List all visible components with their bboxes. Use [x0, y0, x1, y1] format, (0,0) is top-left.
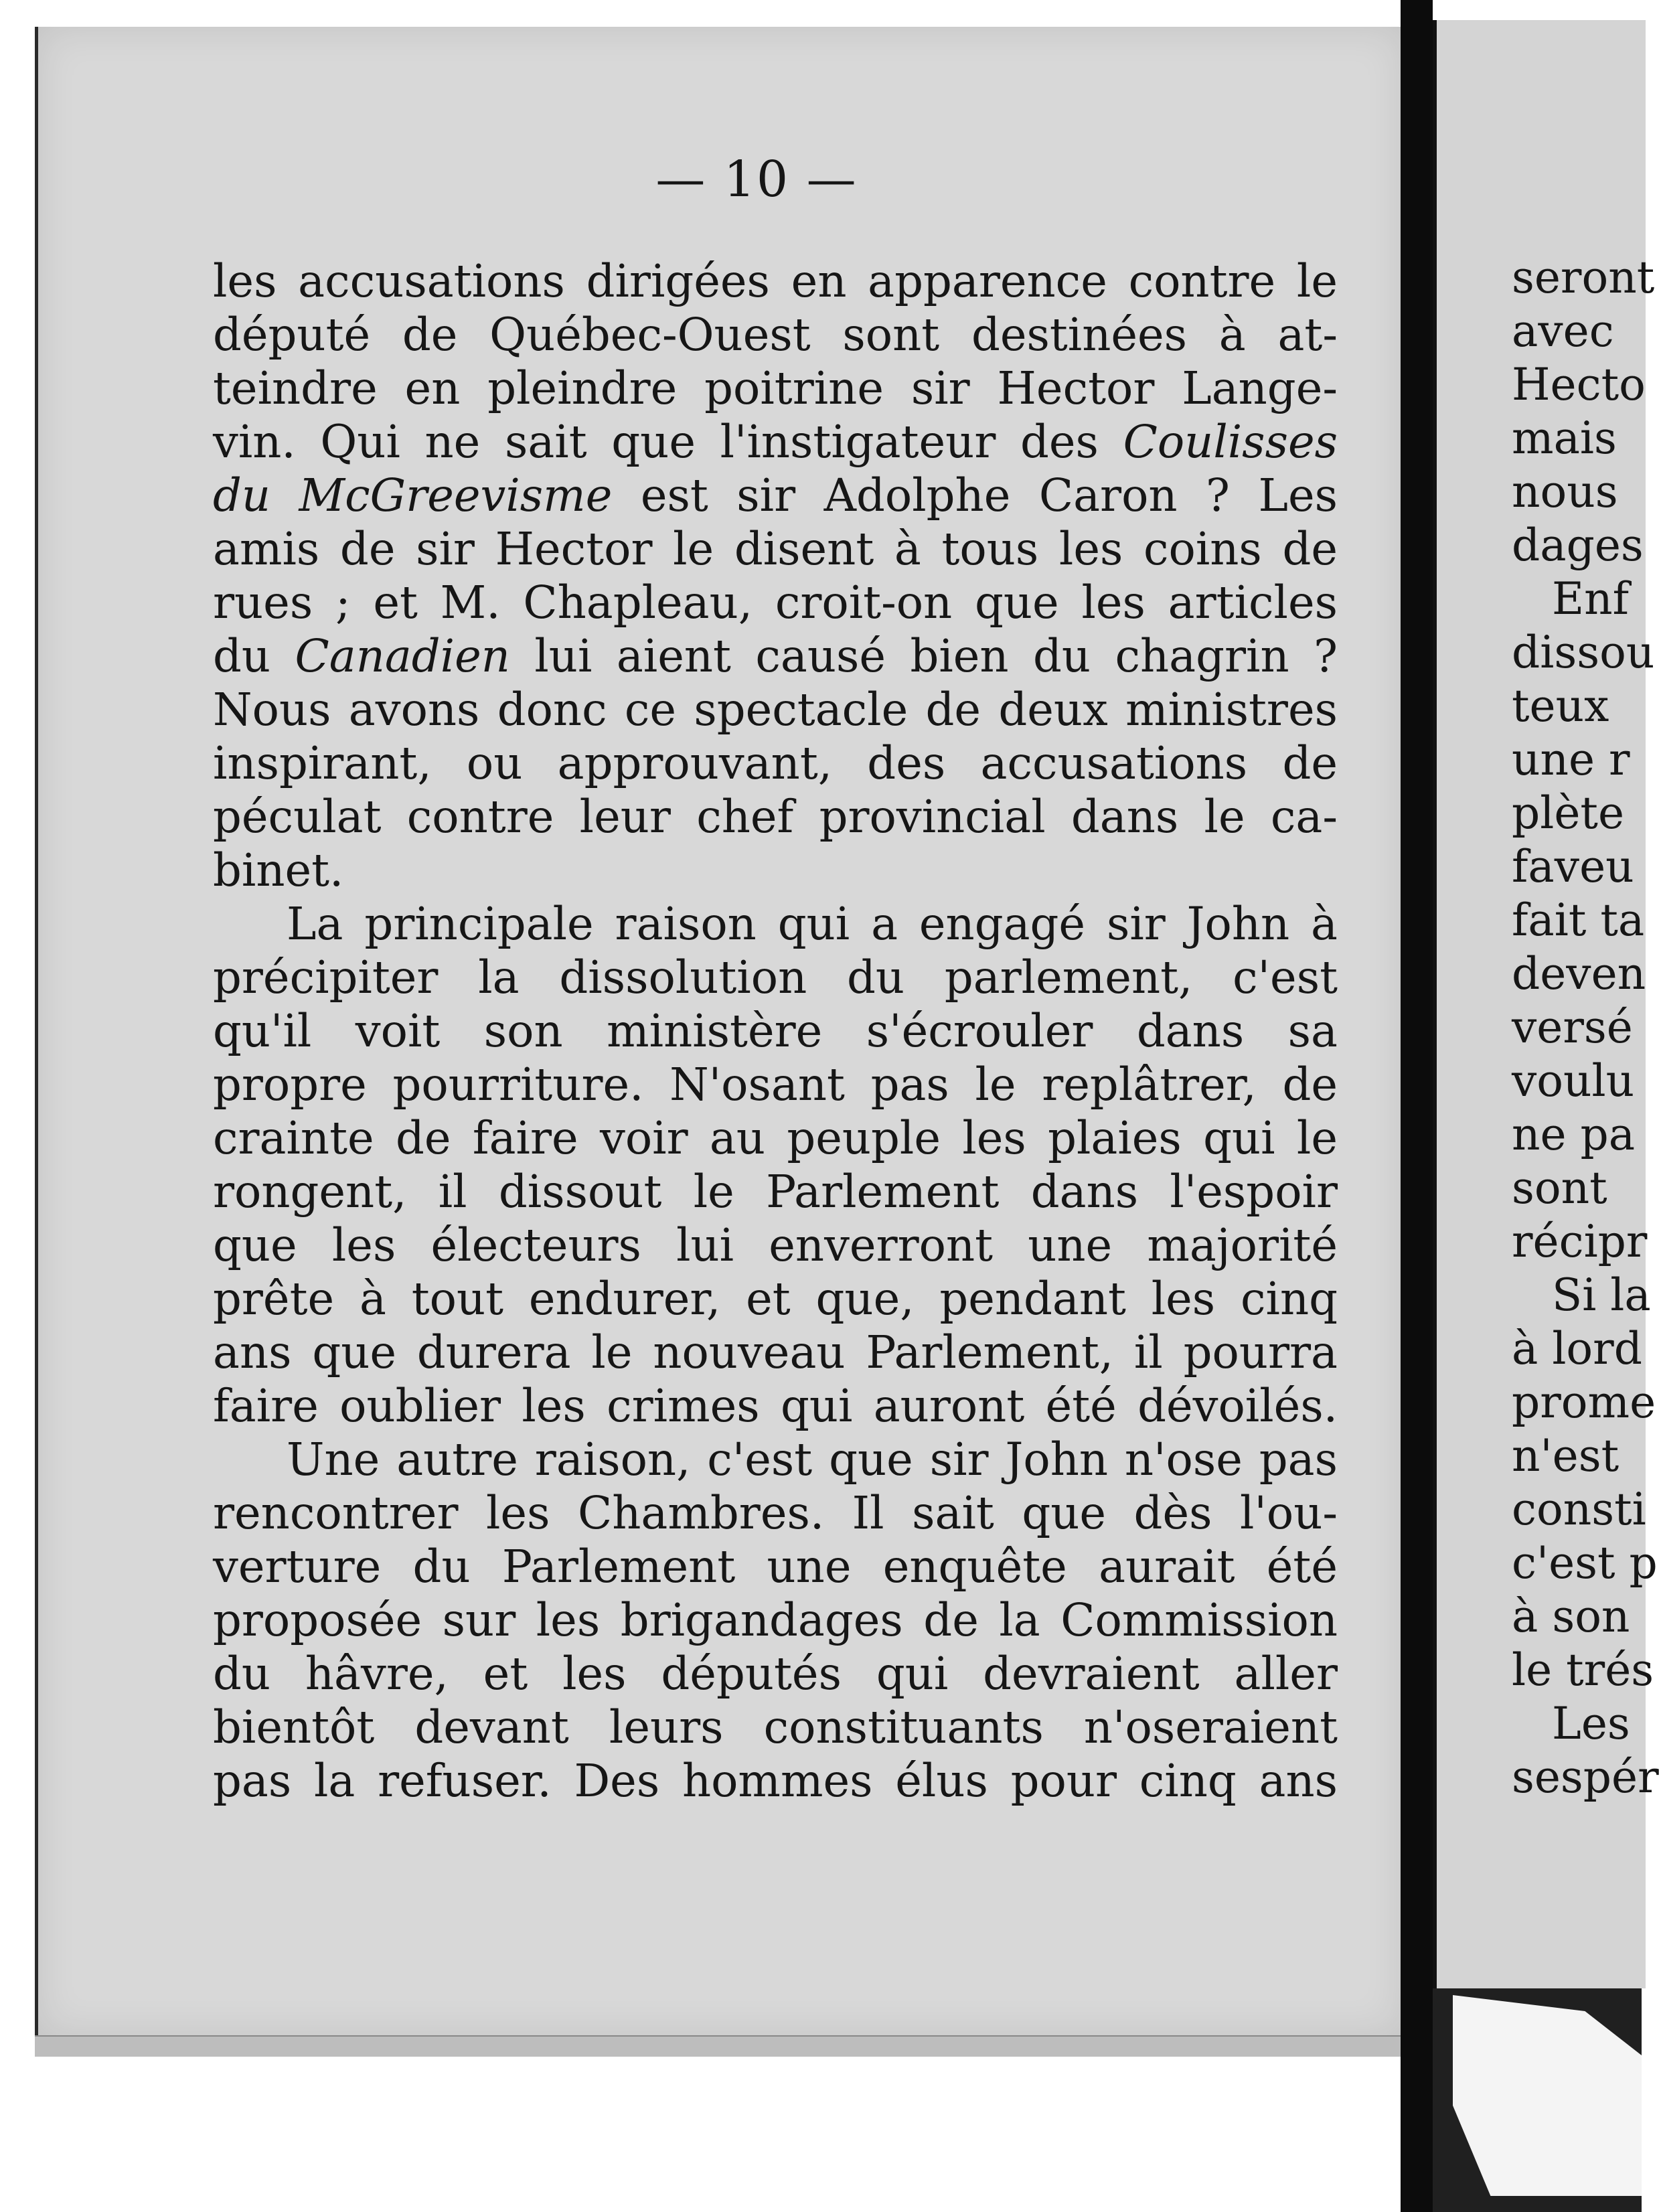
text-line: [213, 1647, 1338, 1701]
text-line: [213, 415, 1338, 469]
text-line: [213, 1111, 1338, 1165]
line-text: pas la refuser. Des hommes élus pour cinq ans: [213, 1755, 1338, 1807]
line-text: du: [213, 630, 295, 682]
line-text: est sir Adolphe Caron ? Les: [612, 469, 1338, 522]
line-text: amis de sir Hector le disent à tous les coins de: [213, 523, 1338, 575]
text-line: [213, 1486, 1338, 1540]
right-text-fragment: prome: [1512, 1376, 1656, 1428]
right-text-fragment: dissou: [1512, 627, 1655, 678]
right-text-fragment: versé: [1512, 1002, 1633, 1053]
right-text-fragment: à lord: [1512, 1323, 1642, 1374]
right-text-fragment: seront: [1512, 252, 1655, 303]
book-gutter: [1401, 0, 1433, 2212]
text-line: [213, 469, 1338, 522]
line-text: Nous avons donc ce spectacle de deux ministres: [213, 684, 1338, 736]
line-text: député de Québec-Ouest sont destinées à at-: [213, 309, 1338, 361]
text-line: [213, 844, 1338, 897]
text-line: [213, 362, 1338, 415]
line-text: crainte de faire voir au peuple les plaies qui le: [213, 1112, 1338, 1164]
italic-title: du McGreevisme: [213, 469, 613, 522]
right-text-fragment: Les: [1552, 1698, 1630, 1749]
right-text-fragment: sespér: [1512, 1751, 1659, 1803]
text-line: [213, 736, 1338, 790]
text-line: [213, 629, 1338, 683]
right-text-fragment: dages: [1512, 520, 1644, 571]
text-line: [213, 1326, 1338, 1379]
line-text: vin. Qui ne sait que l'instigateur des: [213, 416, 1123, 468]
line-text: rencontrer les Chambres. Il sait que dès l'ou-: [213, 1487, 1338, 1539]
line-text: rues ; et M. Chapleau, croit-on que les articles: [213, 576, 1338, 629]
line-text: les accusations dirigées en apparence contre le: [213, 255, 1338, 307]
line-text: proposée sur les brigandages de la Commission: [213, 1594, 1338, 1646]
line-text: du hâvre, et les députés qui devraient aller: [213, 1648, 1338, 1700]
text-line: [213, 1701, 1338, 1754]
italic-title: Coulisses: [1123, 416, 1338, 468]
line-text: teindre en pleindre poitrine sir Hector Lange-: [213, 362, 1338, 414]
right-text-fragment: fait ta: [1512, 894, 1645, 946]
line-text: faire oublier les crimes qui auront été dévoilés.: [213, 1380, 1338, 1432]
text-line: [213, 1004, 1338, 1058]
right-text-fragment: plète: [1512, 787, 1624, 839]
text-line: [213, 951, 1338, 1004]
right-text-fragment: ne pa: [1512, 1109, 1636, 1160]
italic-title: Canadien: [295, 630, 510, 682]
line-text: La principale raison qui a engagé sir John à: [287, 898, 1338, 950]
line-text: péculat contre leur chef provincial dans le ca-: [213, 791, 1338, 843]
right-text-fragment: voulu: [1512, 1055, 1635, 1107]
right-text-fragment: c'est p: [1512, 1537, 1658, 1589]
line-text: que les électeurs lui enverront une majorité: [213, 1219, 1338, 1271]
right-text-fragment: à son: [1512, 1591, 1630, 1642]
right-text-fragment: Enf: [1552, 573, 1630, 625]
text-line: [213, 1165, 1338, 1218]
line-text: Une autre raison, c'est que sir John n'ose pas: [287, 1433, 1338, 1486]
page-number: — 10 —: [655, 151, 858, 208]
line-text: précipiter la dissolution du parlement, c'est: [213, 951, 1338, 1004]
right-text-fragment: une r: [1512, 734, 1630, 785]
right-text-fragment: Hecto: [1512, 359, 1646, 410]
text-line: [213, 1272, 1338, 1326]
right-text-fragment: deven: [1512, 948, 1646, 1000]
line-text: lui aient causé bien du chagrin ?: [509, 630, 1338, 682]
line-text: inspirant, ou approuvant, des accusations de: [213, 737, 1338, 789]
line-text: prête à tout endurer, et que, pendant les cinq: [213, 1273, 1338, 1325]
line-text: verture du Parlement une enquête aurait été: [213, 1540, 1338, 1593]
text-line: [213, 576, 1338, 629]
right-text-fragment: Si la: [1552, 1269, 1651, 1321]
right-text-fragment: faveu: [1512, 841, 1634, 892]
line-text: propre pourriture. N'osant pas le replâtrer, de: [213, 1058, 1338, 1111]
text-line: [213, 897, 1338, 951]
text-line: [213, 308, 1338, 362]
text-line: [213, 254, 1338, 308]
text-line: [213, 1593, 1338, 1647]
right-text-fragment: n'est: [1512, 1430, 1620, 1482]
line-text: bientôt devant leurs constituants n'oseraient: [213, 1701, 1338, 1753]
text-line: [213, 1433, 1338, 1486]
text-line: [213, 790, 1338, 844]
text-line: [213, 522, 1338, 576]
text-line: [213, 1379, 1338, 1433]
right-text-fragment: avec: [1512, 305, 1614, 357]
right-text-fragment: récipr: [1512, 1216, 1648, 1267]
right-text-fragment: teux: [1512, 680, 1609, 732]
text-line: [213, 1540, 1338, 1593]
line-text: binet.: [213, 844, 344, 896]
right-text-fragment: mais: [1512, 412, 1617, 464]
right-text-fragment: consti: [1512, 1484, 1646, 1535]
right-text-fragment: nous: [1512, 466, 1618, 518]
text-line: [213, 1754, 1338, 1808]
text-line: [213, 1218, 1338, 1272]
line-text: rongent, il dissout le Parlement dans l'espoir: [213, 1166, 1338, 1218]
right-text-fragment: sont: [1512, 1162, 1607, 1214]
right-text-fragment: le trés: [1512, 1644, 1654, 1696]
text-line: [213, 683, 1338, 736]
line-text: ans que durera le nouveau Parlement, il pourra: [213, 1326, 1338, 1378]
text-line: [213, 1058, 1338, 1111]
line-text: qu'il voit son ministère s'écrouler dans sa: [213, 1005, 1338, 1057]
left-page-edge: [35, 2035, 1401, 2057]
